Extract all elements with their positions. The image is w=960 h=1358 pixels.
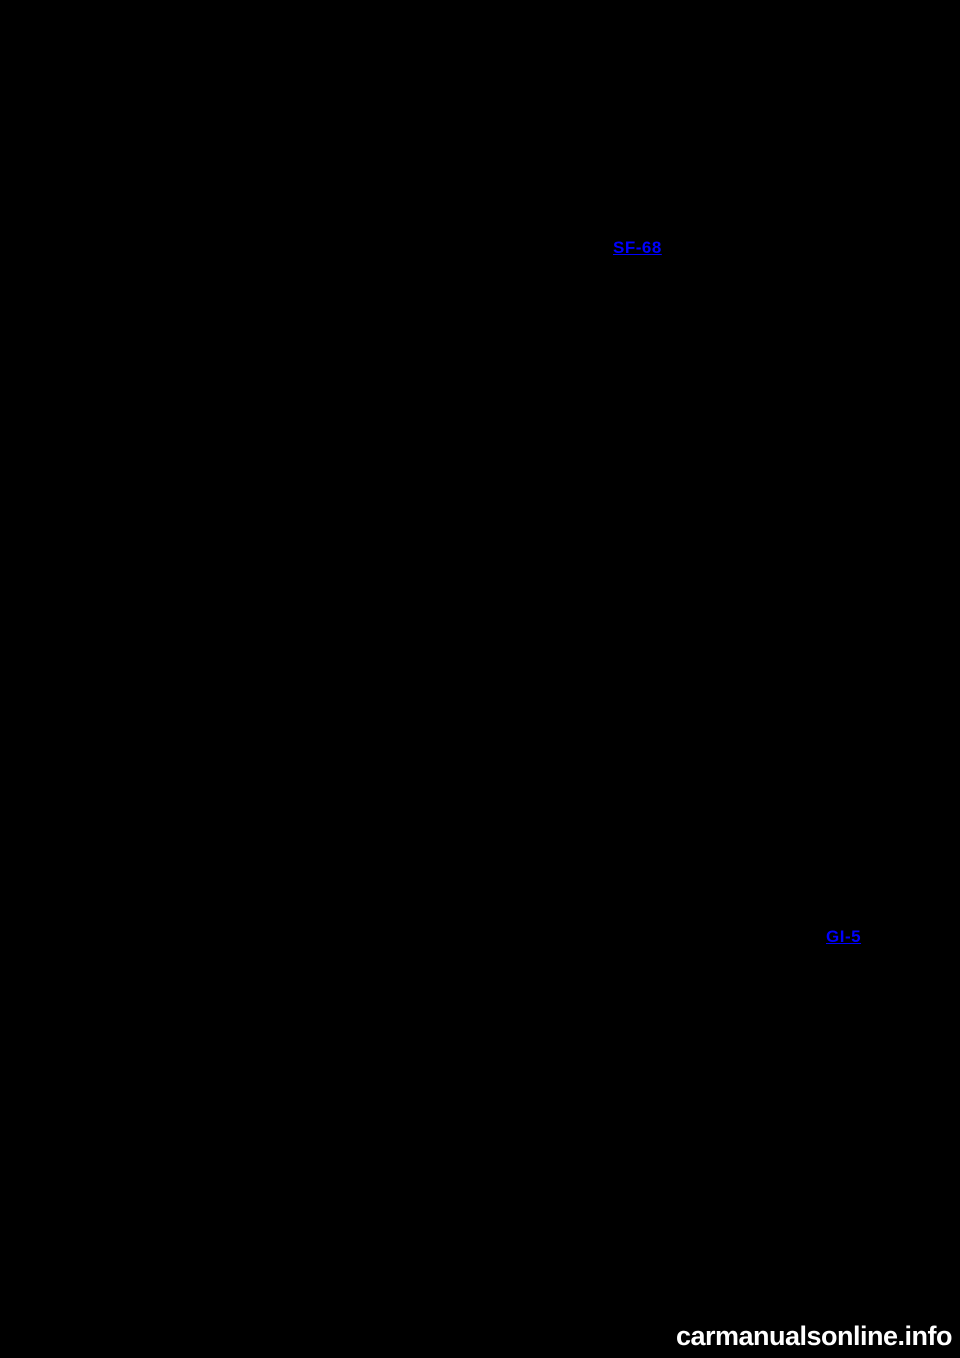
cross-reference-link-gi[interactable]: GI-5 [826, 927, 862, 946]
cross-reference-link-sf[interactable]: SF-68 [613, 238, 662, 257]
site-watermark: carmanualsonline.info [675, 1321, 952, 1351]
